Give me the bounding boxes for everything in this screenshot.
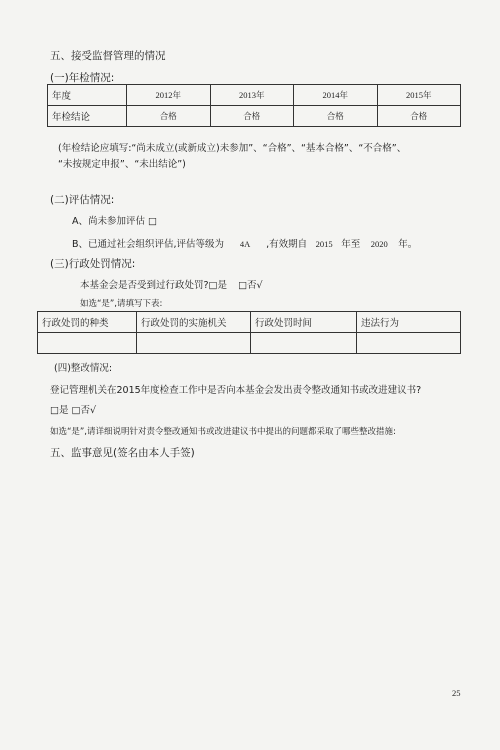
- year-to: 2020: [370, 239, 388, 249]
- penalty-no-option: □否√: [238, 280, 263, 291]
- result-cell: 合格: [210, 106, 294, 127]
- annual-inspection-heading: (一)年检情况:: [50, 72, 115, 84]
- year-from: 2015: [315, 239, 333, 249]
- rectification-question: 登记管理机关在2015年度检查工作中是否向本基金会发出责令整改通知书或改进建议书?: [50, 385, 422, 396]
- penalty-question: [80, 277, 263, 291]
- year-cell: 2012年: [127, 85, 211, 106]
- evaluation-option-b: [72, 236, 417, 250]
- row-label-year: 年度: [48, 85, 127, 106]
- year-cell: 2013年: [210, 85, 294, 106]
- rectification-answer: □是 □否√: [50, 405, 97, 416]
- penalty-heading: (三)行政处罚情况:: [50, 258, 136, 270]
- evaluation-grade: 4A: [239, 239, 251, 249]
- empty-cell: [251, 333, 357, 354]
- penalty-table: [37, 311, 461, 354]
- evaluation-option-a: A、尚未参加评估 □: [72, 216, 157, 227]
- table-row: [38, 333, 461, 354]
- annual-inspection-table: [47, 84, 461, 127]
- year-to-label: 年至: [341, 239, 361, 250]
- table-row: [48, 106, 461, 127]
- empty-cell: [38, 333, 137, 354]
- year-end: 年。: [398, 239, 418, 250]
- column-header: 行政处罚的实施机关: [137, 312, 251, 333]
- empty-cell: [357, 333, 461, 354]
- empty-cell: [137, 333, 251, 354]
- penalty-fill-hint: 如选“是”,请填写下表:: [80, 299, 163, 309]
- valid-from-label: ,有效期自: [266, 239, 308, 250]
- table-row: [48, 85, 461, 106]
- supervisor-opinion-title: 五、监事意见(签名由本人手签): [50, 447, 195, 459]
- option-b-prefix: B、已通过社会组织评估,评估等级为: [72, 239, 225, 250]
- rectification-heading: (四)整改情况:: [54, 363, 113, 374]
- annual-note-line2: “未按规定申报”、“未出结论”): [58, 159, 186, 170]
- annual-note-line1: (年检结论应填写:“尚未成立(或新成立)未参加”、“合格”、“基本合格”、“不合格”、: [58, 143, 407, 154]
- result-cell: 合格: [377, 106, 461, 127]
- table-row: [38, 312, 461, 333]
- section-title: 五、接受监督管理的情况: [50, 50, 166, 62]
- year-cell: 2015年: [377, 85, 461, 106]
- column-header: 行政处罚时间: [251, 312, 357, 333]
- column-header: 行政处罚的种类: [38, 312, 137, 333]
- result-cell: 合格: [294, 106, 378, 127]
- page-number: 25: [452, 688, 461, 698]
- result-cell: 合格: [127, 106, 211, 127]
- year-cell: 2014年: [294, 85, 378, 106]
- rectification-hint: 如选“是”,请详细说明针对责令整改通知书或改进建议书中提出的问题都采取了哪些整改措施:: [50, 427, 396, 437]
- column-header: 违法行为: [357, 312, 461, 333]
- evaluation-heading: (二)评估情况:: [50, 194, 115, 206]
- penalty-question-text: 本基金会是否受到过行政处罚?□是: [80, 280, 228, 291]
- row-label-result: 年检结论: [48, 106, 127, 127]
